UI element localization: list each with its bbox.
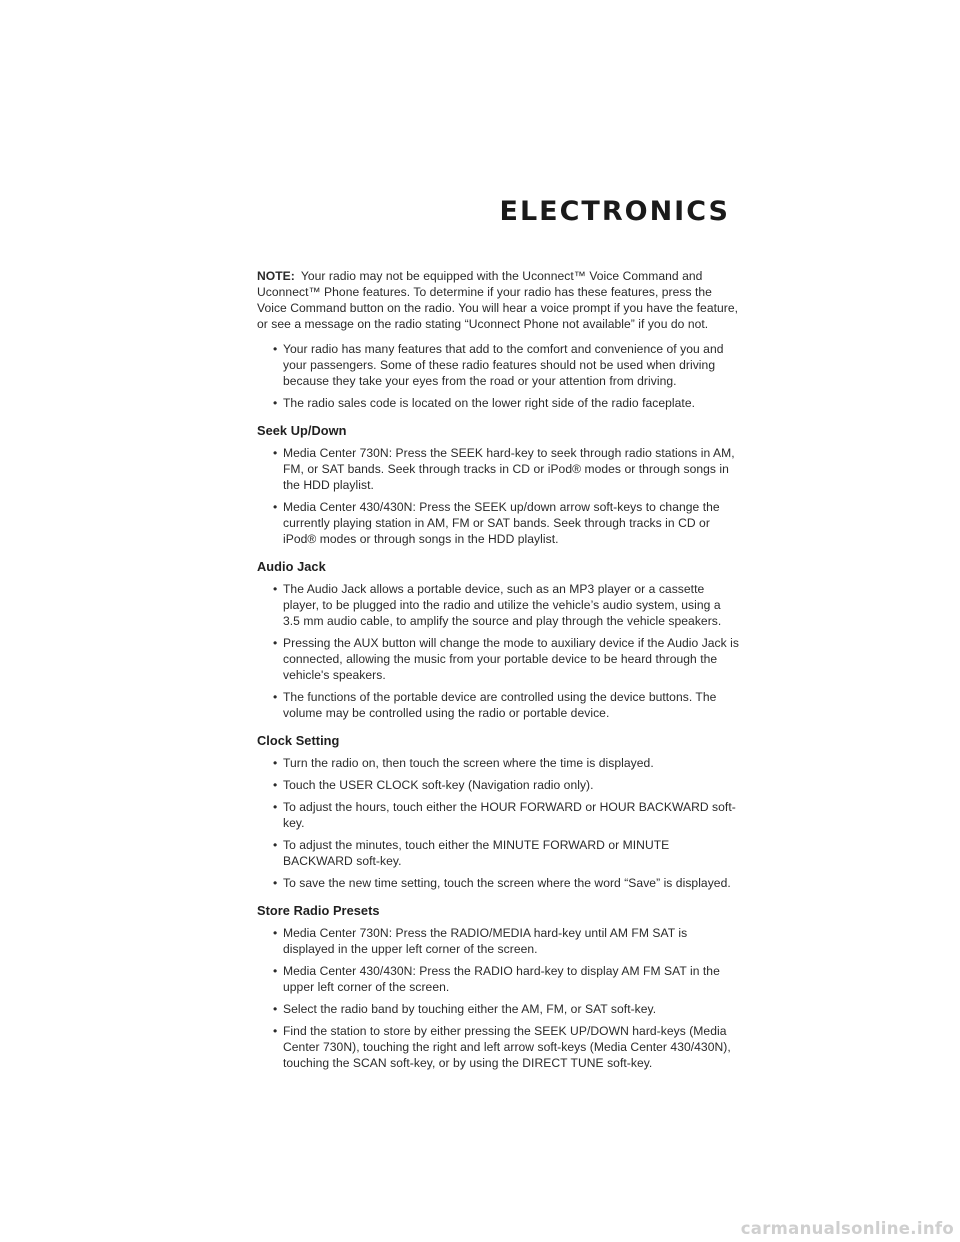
section-title: ELECTRONICS: [499, 196, 730, 227]
presets-bullet-list: [257, 925, 739, 1071]
section-heading-presets: Store Radio Presets: [257, 903, 380, 918]
list-item: • To save the new time setting, touch the screen where the word “Save” is displayed.: [257, 875, 739, 891]
note-paragraph: [257, 268, 739, 332]
audio-jack-bullet-list: [257, 581, 739, 721]
list-item: • To adjust the minutes, touch either the MINUTE FORWARD or MINUTE BACKWARD soft-key.: [257, 837, 739, 869]
list-item: • Media Center 430/430N: Press the RADIO hard-key to display AM FM SAT in the upper left corner of the screen.: [257, 963, 739, 995]
list-item: • The functions of the portable device are controlled using the device buttons. The volume may be controlled using the radio or portable device.: [257, 689, 739, 721]
list-item: • Media Center 730N: Press the SEEK hard-key to seek through radio stations in AM, FM, or SAT bands. Seek through tracks in CD or iPod® modes or through songs in the HDD playlist.: [257, 445, 739, 493]
list-item: • The Audio Jack allows a portable device, such as an MP3 player or a cassette player, to be plugged into the radio and utilize the vehicle’s audio system, using a 3.5 mm audio cable, to amplify the source and play through the vehicle speakers.: [257, 581, 739, 629]
list-item: • Pressing the AUX button will change the mode to auxiliary device if the Audio Jack is connected, allowing the music from your portable device to be heard through the vehicle's speakers.: [257, 635, 739, 683]
clock-bullet-list: [257, 755, 739, 891]
list-item: • Touch the USER CLOCK soft-key (Navigation radio only).: [257, 777, 739, 793]
list-item: • To adjust the hours, touch either the HOUR FORWARD or HOUR BACKWARD soft-key.: [257, 799, 739, 831]
list-item: • Media Center 730N: Press the RADIO/MEDIA hard-key until AM FM SAT is displayed in the upper left corner of the screen.: [257, 925, 739, 957]
list-item: • The radio sales code is located on the lower right side of the radio faceplate.: [257, 395, 739, 411]
section-heading-audio-jack: Audio Jack: [257, 559, 326, 574]
list-item: • Find the station to store by either pressing the SEEK UP/DOWN hard-keys (Media Center 730N), touching the right and left arrow soft-keys (Media Center 430/430N), touching the SCAN soft-key, or by using the DIRECT TUNE soft-key.: [257, 1023, 739, 1071]
list-item: • Media Center 430/430N: Press the SEEK up/down arrow soft-keys to change the currently playing station in AM, FM or SAT bands. Seek through tracks in CD or iPod® modes or through songs in the HDD playlist.: [257, 499, 739, 547]
page-content: [257, 268, 739, 1077]
list-item: • Select the radio band by touching either the AM, FM, or SAT soft-key.: [257, 1001, 739, 1017]
section-heading-seek: Seek Up/Down: [257, 423, 347, 438]
section-heading-clock: Clock Setting: [257, 733, 340, 748]
intro-bullet-list: [257, 341, 739, 411]
note-text: Your radio may not be equipped with the Uconnect™ Voice Command and Uconnect™ Phone features. To determine if your radio has these features, press the Voice Command button on the radio. You will hear a voice prompt if you have the feature, or see a message on the radio stating “Uconnect Phone not available” if you do not.: [257, 269, 739, 331]
list-item: • Your radio has many features that add to the comfort and convenience of you and your passengers. Some of these radio features should not be used when driving because they take your eyes from the road or your attention from driving.: [257, 341, 739, 389]
note-label: NOTE:: [257, 269, 295, 283]
seek-bullet-list: [257, 445, 739, 547]
watermark: carmanualsonline.info: [740, 1219, 954, 1238]
list-item: • Turn the radio on, then touch the screen where the time is displayed.: [257, 755, 739, 771]
